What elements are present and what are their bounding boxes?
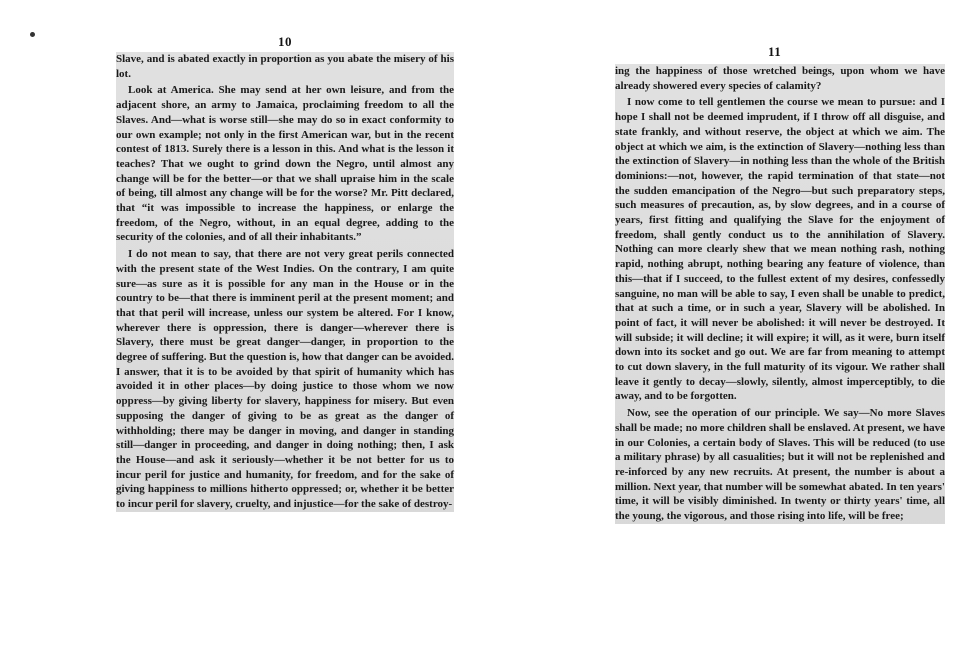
paragraph: Now, see the operation of our principle. We say—No more Slaves shall be made; no more children shall be enslaved. At present, we have in our Colonies, a certain body of Slaves. This will be reduced (to use a military phrase) by all casualities; but it will not be replenished and re-inforced by any new recruits. At present, the number is about a million. Next year, that number will be somewhat abated. In ten years' time, it will be visibly diminished. In twenty or thirty years' time, all the young, the vigorous, and those rising into life, will be free; xyxy=(615,407,945,523)
paragraph: I now come to tell gentlemen the course we mean to pursue: and I hope I shall not be deemed imprudent, if I throw off all disguise, and state frankly, and without reserve, the object at which we aim. The object at which we aim, is the extinction of Slavery—nothing less than the extinction of Slavery—in nothing less than the whole of the British dominions:—not, however, the rapid termination of that state—not the sudden emancipation of the Negro—but such preparatory steps, such measures of precaution, as, by slow degrees, and in a course of years, first fitting and qualifying the Slave for the enjoyment of freedom, shall gently conduct us to the annihilation of Slavery. Nothing can more clearly shew that we mean nothing rash, nothing rapid, nothing abrupt, nothing bearing any feature of violence, than this—that if I succeed, to the fullest extent of my desires, confessedly sanguine, no man will be able to say, I even shall be unable to predict, that at such a time, or in such a year, Slavery will be abolished. In point of fact, it will never be abolished: it will never be destroyed. It will subside; it will decline; it will expire; it will, as it were, burn itself down into its socket and go out. We are far from meaning to attempt to cut down slavery, in the full maturity of its vigour. We rather shall leave it gently to decay—slowly, silently, almost imperceptibly, to die away, and to be forgotten. xyxy=(615,96,945,403)
scan-speck xyxy=(30,32,35,37)
paragraph: Look at America. She may send at her own leisure, and from the adjacent shore, an army to Jamaica, proclaiming freedom to all the Slaves. And—what is worse still—she may do so in exact conformity to our own example; not only in the first American war, but in the recent contest of 1813. Surely there is a lesson in this. And what is the lesson it teaches? That we ought to grind down the Negro, until almost any change will be for the better—or that we shall upraise him in the scale of being, till almost any change will be for the worse? Mr. Pitt declared, that “it was impossible to increase the happiness, or enlarge the freedom, of the Negro, without, in an equal degree, adding to the security of the colonies, and of all their inhabitants.” xyxy=(116,84,454,244)
page-number-left: 10 xyxy=(278,34,292,49)
right-page-text xyxy=(615,64,945,524)
paragraph: I do not mean to say, that there are not very great perils connected with the present state of the West Indies. On the contrary, I am quite sure—as sure as it is possible for any man in the House or in the country to be—that there is imminent peril at the present moment; and that that peril will increase, unless our system be altered. For I know, wherever there is oppression, there is danger—wherever there is Slavery, there must be great danger—danger, in proportion to the degree of suffering. But the question is, how that danger can be avoided. I answer, that it is to be avoided by that spirit of humanity which has avoided it in other places—by doing justice to those whom we now oppress—by giving liberty for slavery, happiness for misery. But even supposing the danger of giving to be as great as the danger of withholding; there may be danger in moving, and danger in standing still—danger in proceeding, and danger in doing nothing; then, I ask the House—and ask it seriously—whether it be not better for us to incur peril for justice and humanity, for freedom, and for the sake of giving happiness to millions hitherto oppressed; or, whether it be better to incur peril for slavery, cruelty, and injustice—for the sake of destroy- xyxy=(116,248,454,511)
left-page-text xyxy=(116,52,454,512)
page-number-right: 11 xyxy=(768,44,782,59)
paragraph: Slave, and is abated exactly in proportion as you abate the misery of his lot. xyxy=(116,53,454,80)
paragraph: ing the happiness of those wretched beings, upon whom we have already showered every species of calamity? xyxy=(615,65,945,92)
